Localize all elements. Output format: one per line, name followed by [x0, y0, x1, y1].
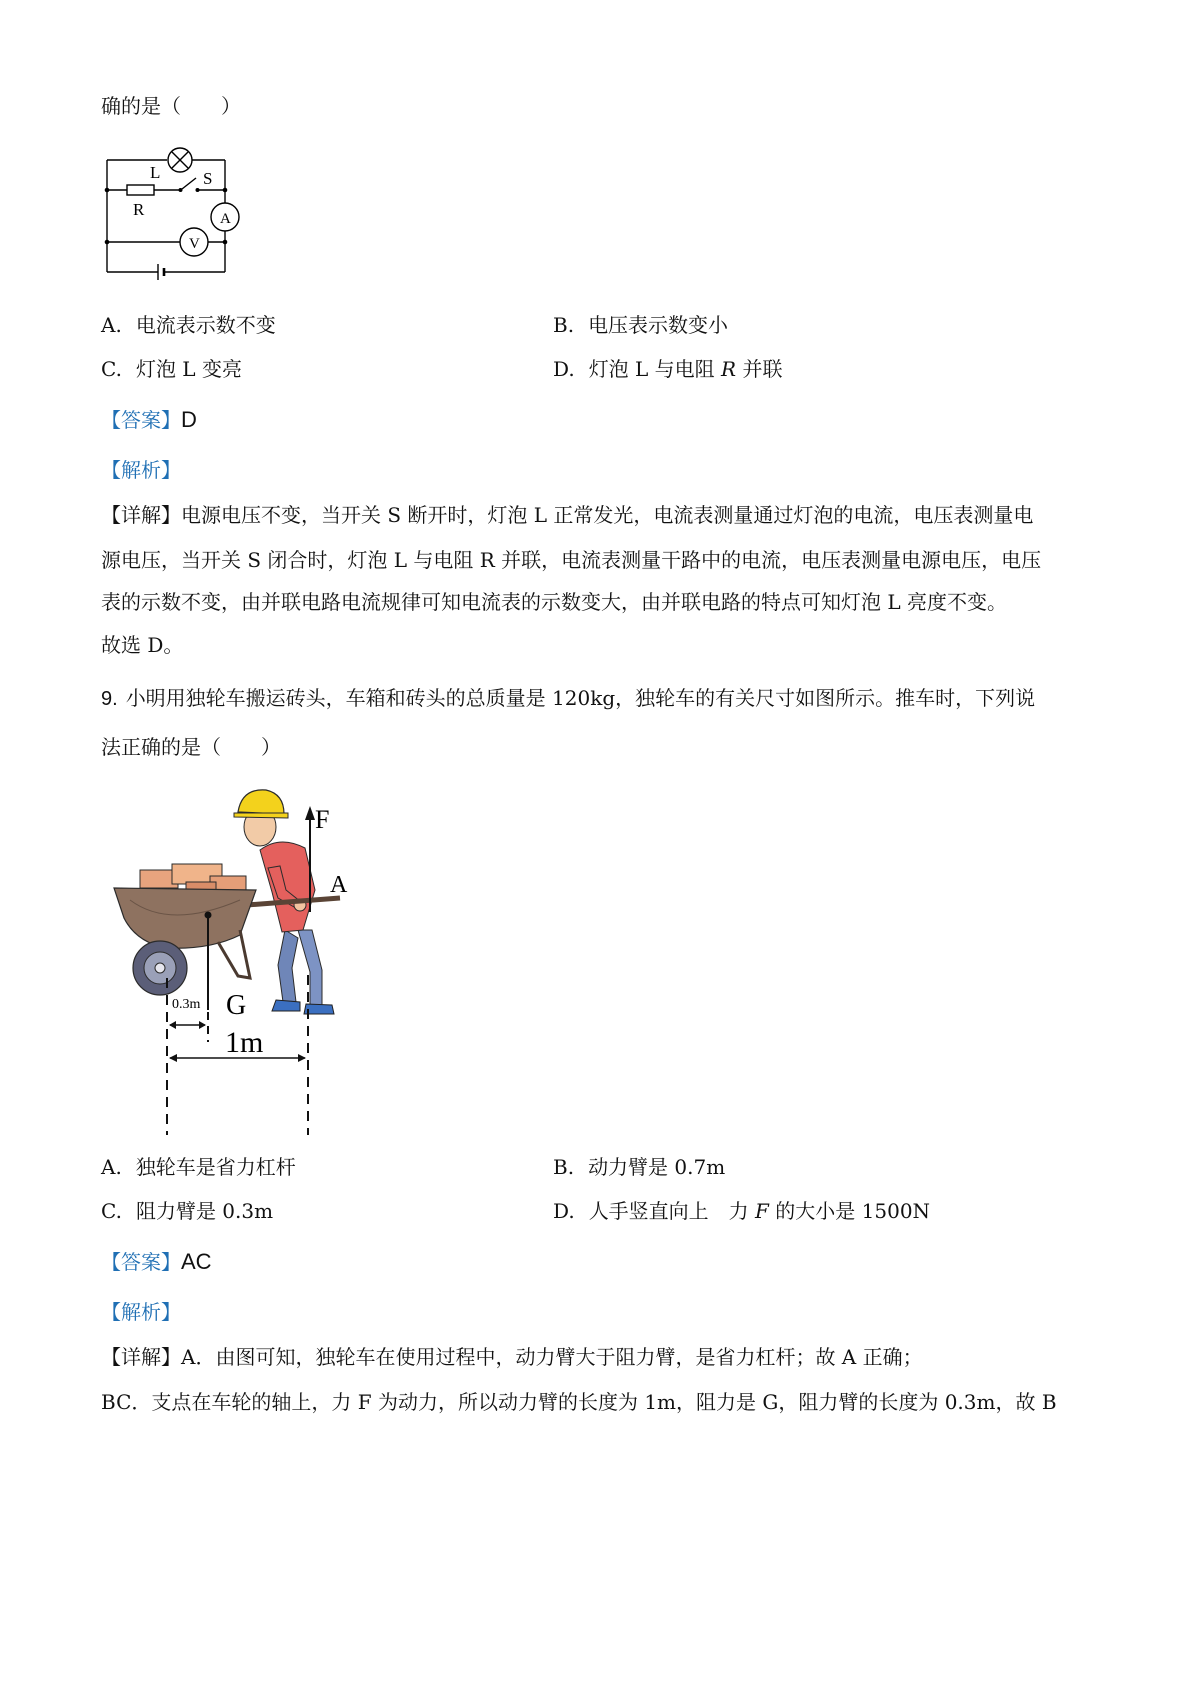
q8-option-c — [101, 357, 242, 381]
q9-detail-line-2: BC．支点在车轮的轴上，力 F 为动力，所以动力臂的长度为 1m，阻力是 G，阻力臂的长度为 0.3m，故 B — [101, 1390, 1057, 1414]
option-text: 阻力臂是 0.3m — [135, 1199, 274, 1223]
option-letter: C. — [101, 357, 122, 381]
q9-option-c — [101, 1199, 273, 1223]
q8-detail-line-4: 故选 D。 — [101, 633, 184, 657]
q8-analysis-label: 【解析】 — [101, 458, 181, 482]
q9-option-d — [553, 1199, 930, 1223]
option-text: 人手竖直向上 力 — [588, 1199, 756, 1223]
answer-label: 【答案】 — [101, 408, 181, 432]
option-text-after: 的大小是 1500N — [768, 1199, 931, 1223]
q9-detail-line-1 — [101, 1345, 923, 1369]
stem-text: 小明用独轮车搬运砖头，车箱和砖头的总质量是 120kg，独轮车的有关尺寸如图所示。推车时，下列说 — [125, 686, 1036, 710]
q8-detail-line-1 — [101, 503, 1033, 527]
option-text-after: 并联 — [736, 357, 783, 381]
q9-stem-line-2: 法正确的是（ ） — [101, 735, 281, 759]
option-letter: C. — [101, 1199, 122, 1223]
option-variable: F — [755, 1199, 769, 1223]
q8-option-d — [553, 357, 782, 381]
q8-option-a — [101, 313, 276, 337]
answer-value: AC — [181, 1249, 212, 1274]
q8-stem-tail: 确的是（ ） — [101, 94, 241, 118]
option-text: 电压表示数变小 — [588, 313, 729, 337]
option-letter: B. — [553, 1155, 575, 1179]
resistor-label: R — [133, 200, 145, 219]
option-text: 动力臂是 0.7m — [588, 1155, 726, 1179]
q9-option-b — [553, 1155, 725, 1179]
q8-answer — [101, 408, 197, 432]
point-a-label: A — [330, 872, 348, 898]
switch-label: S — [203, 169, 213, 188]
force-label: F — [315, 805, 330, 834]
q9-answer — [101, 1250, 212, 1274]
option-text: 独轮车是省力杠杆 — [135, 1155, 296, 1179]
q9-analysis-label: 【解析】 — [101, 1300, 181, 1324]
option-letter: D. — [553, 357, 575, 381]
gravity-label: G — [226, 990, 247, 1021]
option-text: 电流表示数不变 — [135, 313, 276, 337]
short-distance-label: 0.3m — [172, 997, 201, 1012]
detail-text: 电源电压不变，当开关 S 断开时，灯泡 L 正常发光，电流表测量通过灯泡的电流，电压表测量电 — [181, 503, 1034, 527]
option-text: 灯泡 L 变亮 — [135, 357, 242, 381]
q8-detail-line-2: 源电压，当开关 S 闭合时，灯泡 L 与电阻 R 并联，电流表测量干路中的电流，电压表测量电源电压，电压 — [101, 548, 1042, 572]
ammeter-label: A — [220, 211, 231, 227]
q9-option-a — [101, 1155, 296, 1179]
q8-circuit-diagram — [95, 140, 245, 285]
q8-detail-line-3: 表的示数不变，由并联电路电流规律可知电流表的示数变大，由并联电路的特点可知灯泡 L 亮度不变。 — [101, 590, 1007, 614]
lamp-label: L — [150, 163, 161, 182]
detail-label: 【详解】 — [101, 503, 181, 527]
detail-text: A．由图可知，独轮车在使用过程中，动力臂大于阻力臂，是省力杠杆；故 A 正确； — [181, 1345, 923, 1369]
question-number: 9. — [101, 688, 118, 710]
long-distance-label: 1m — [225, 1026, 264, 1059]
q9-wheelbarrow-figure — [100, 780, 360, 1140]
q8-option-b — [553, 313, 728, 337]
q9-stem-line-1 — [101, 686, 1035, 711]
detail-label: 【详解】 — [101, 1345, 181, 1369]
option-letter: A. — [101, 313, 122, 337]
answer-label: 【答案】 — [101, 1250, 181, 1274]
option-letter: D. — [553, 1199, 575, 1223]
option-text: 灯泡 L 与电阻 — [588, 357, 722, 381]
option-letter: B. — [553, 313, 575, 337]
option-letter: A. — [101, 1155, 122, 1179]
voltmeter-label: V — [189, 236, 200, 252]
option-variable: R — [721, 357, 737, 381]
answer-value: D — [181, 407, 197, 432]
